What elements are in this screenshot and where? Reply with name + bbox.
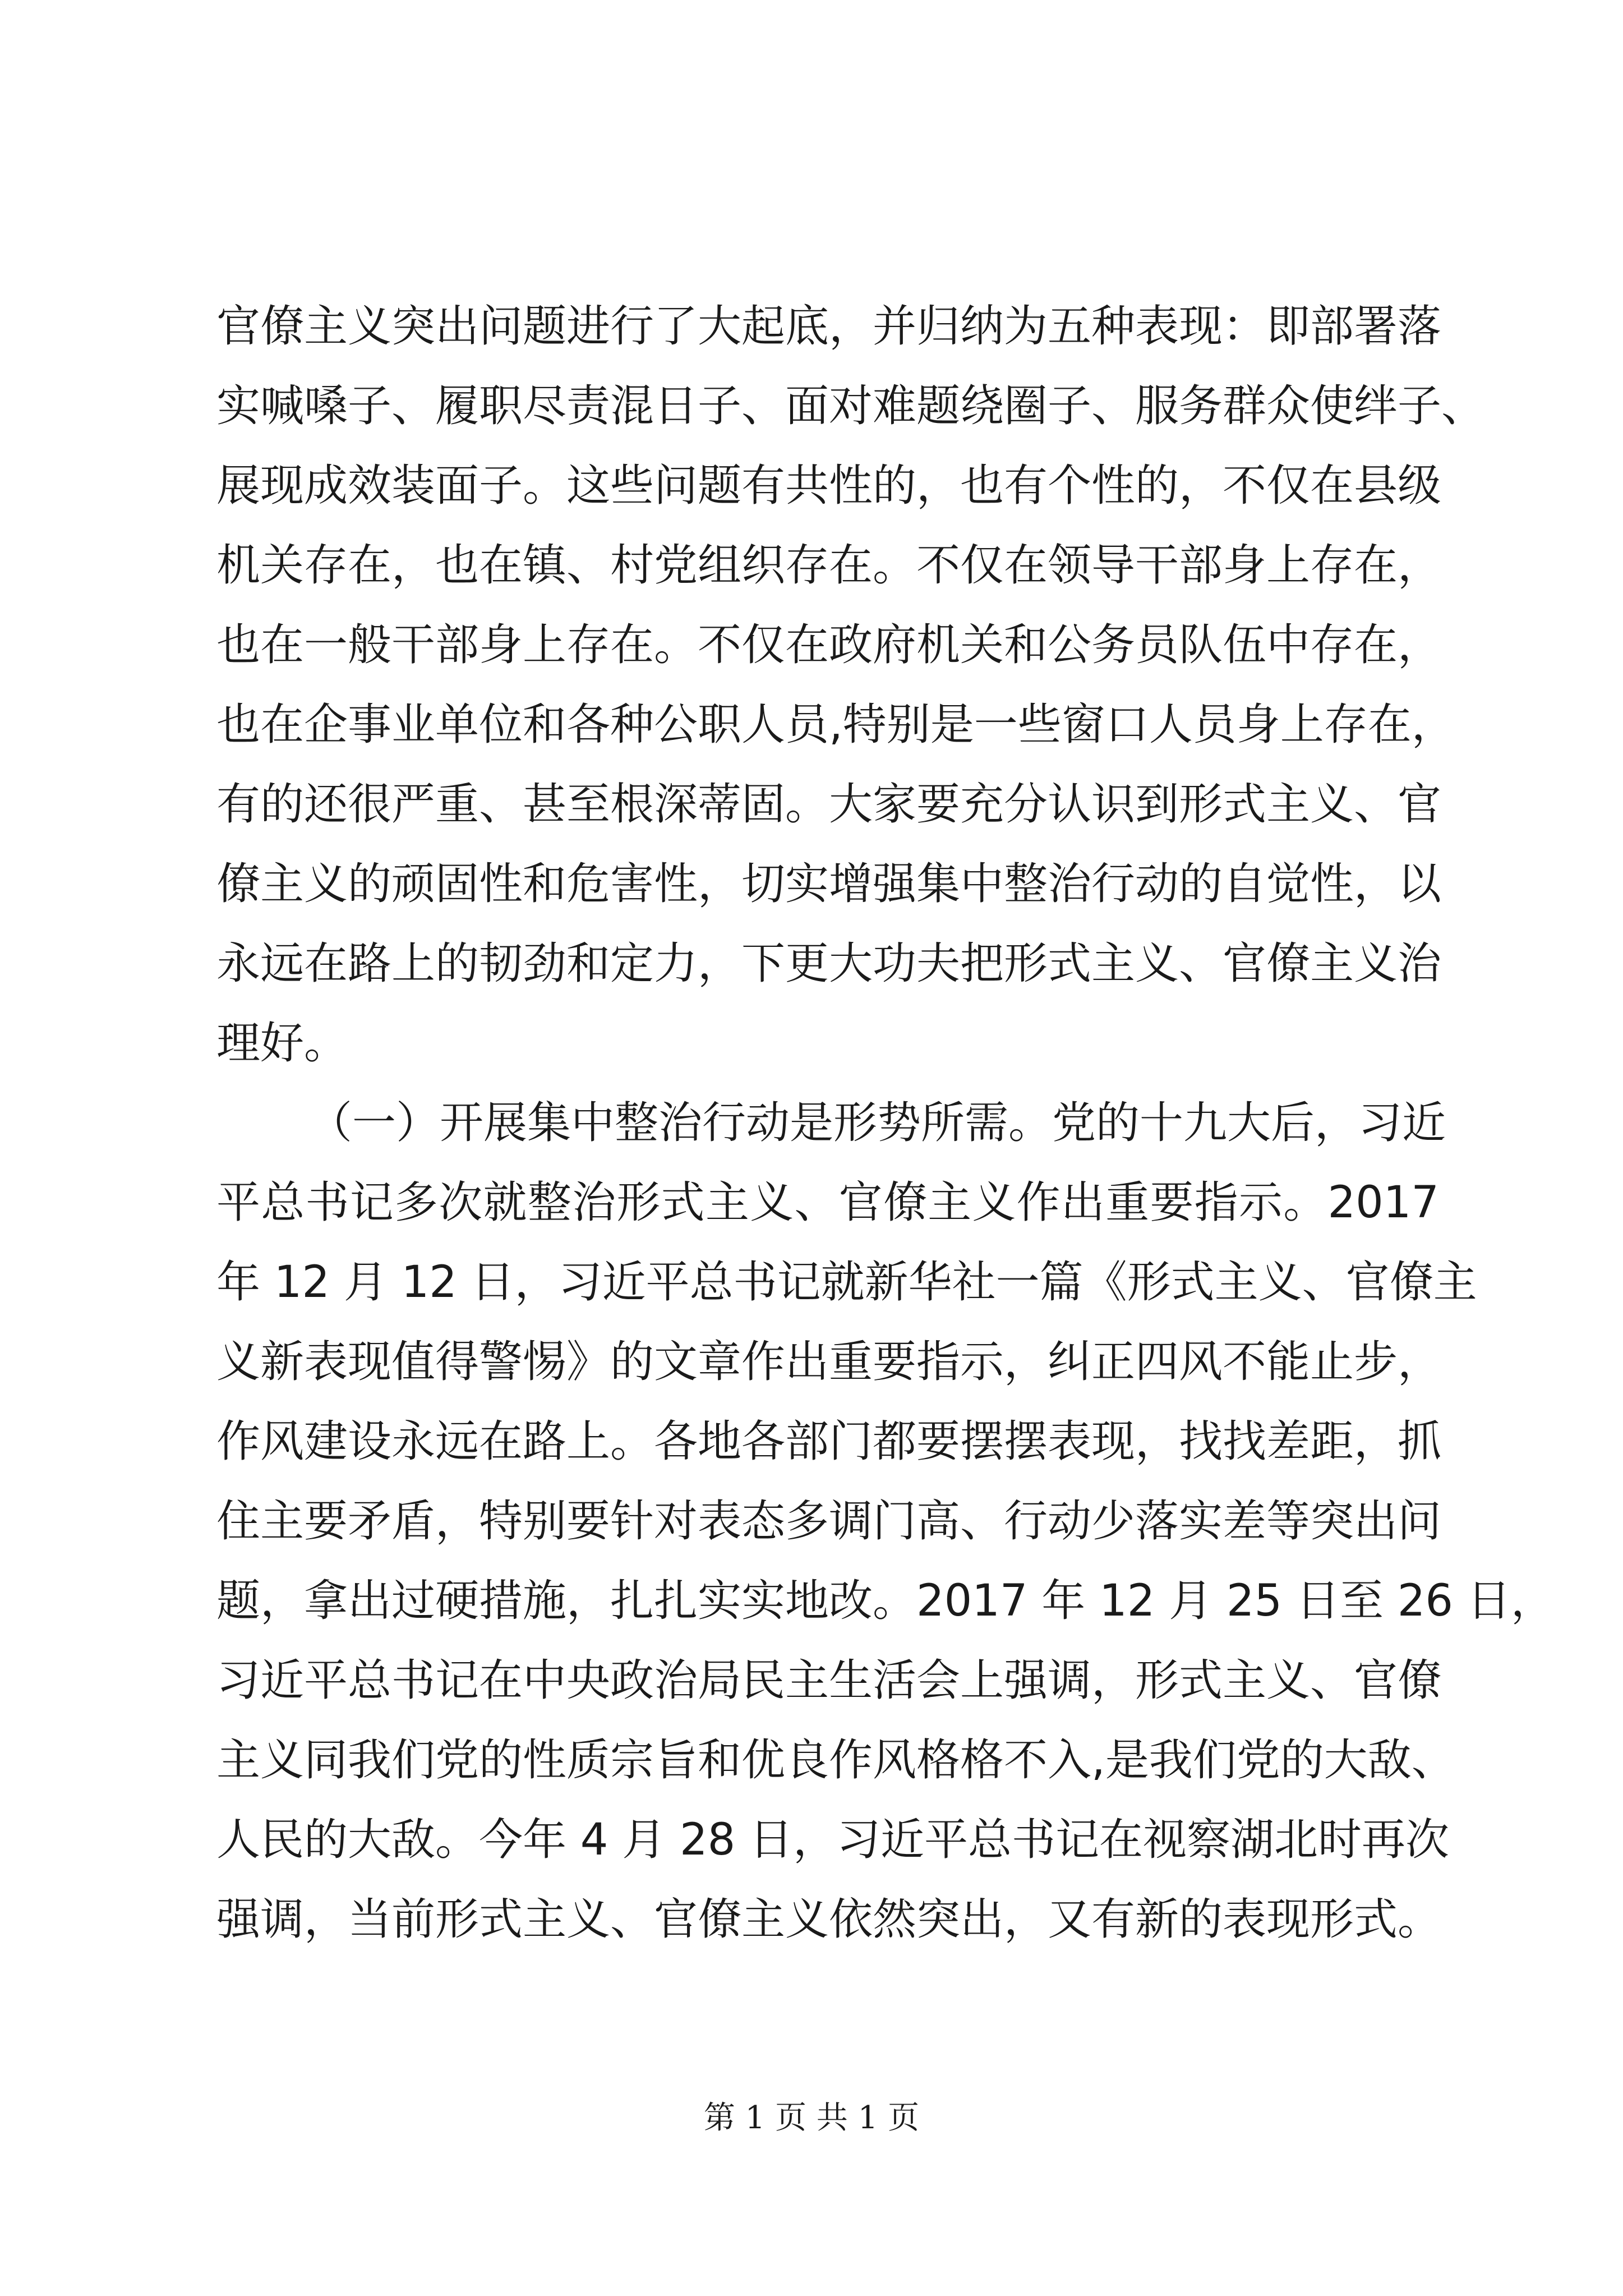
text-line: 题，拿出过硬措施，扎扎实实地改。2017 年 12 月 25 日至 26 日， xyxy=(216,1576,1555,1626)
text-line: 永远在路上的韧劲和定力，下更大功夫把形式主义、官僚主义治 xyxy=(216,938,1442,989)
text-line: 作风建设永远在路上。各地各部门都要摆摆表现，找找差距，抓 xyxy=(216,1416,1442,1467)
text-line: 实喊嗓子、履职尽责混日子、面对难题绕圈子、服务群众使绊子、 xyxy=(216,381,1486,431)
text-line: 僚主义的顽固性和危害性，切实增强集中整治行动的自觉性，以 xyxy=(216,859,1442,909)
text-line: 义新表现值得警惕》的文章作出重要指示，纠正四风不能止步， xyxy=(216,1337,1442,1387)
text-line: 也在企事业单位和各种公职人员,特别是一些窗口人员身上存在， xyxy=(216,700,1455,750)
text-line: 习近平总书记在中央政治局民主生活会上强调，形式主义、官僚 xyxy=(216,1655,1442,1706)
text-line: 人民的大敌。今年 4 月 28 日，习近平总书记在视察湖北时再次 xyxy=(216,1815,1450,1865)
text-line: 官僚主义突出问题进行了大起底，并归纳为五种表现：即部署落 xyxy=(216,301,1442,352)
text-line: 也在一般干部身上存在。不仅在政府机关和公务员队伍中存在， xyxy=(216,620,1442,670)
text-line: 有的还很严重、甚至根深蒂固。大家要充分认识到形式主义、官 xyxy=(216,779,1442,830)
text-line: 年 12 月 12 日，习近平总书记就新华社一篇《形式主义、官僚主 xyxy=(216,1257,1477,1308)
text-line: 住主要矛盾，特别要针对表态多调门高、行动少落实差等突出问 xyxy=(216,1496,1442,1547)
text-line: 展现成效装面子。这些问题有共性的，也有个性的，不仅在县级 xyxy=(216,461,1442,511)
section-heading-line: （一）开展集中整治行动是形势所需。党的十九大后，习近 xyxy=(308,1098,1446,1148)
text-line: 主义同我们党的性质宗旨和优良作风格格不入,是我们党的大敌、 xyxy=(216,1735,1455,1786)
text-line: 强调，当前形式主义、官僚主义依然突出，又有新的表现形式。 xyxy=(216,1894,1442,1945)
page-footer: 第 1 页 共 1 页 xyxy=(703,2100,920,2136)
text-line: 机关存在，也在镇、村党组织存在。不仅在领导干部身上存在， xyxy=(216,540,1442,591)
text-line: 平总书记多次就整治形式主义、官僚主义作出重要指示。2017 xyxy=(216,1177,1439,1228)
text-line: 理好。 xyxy=(216,1018,348,1069)
